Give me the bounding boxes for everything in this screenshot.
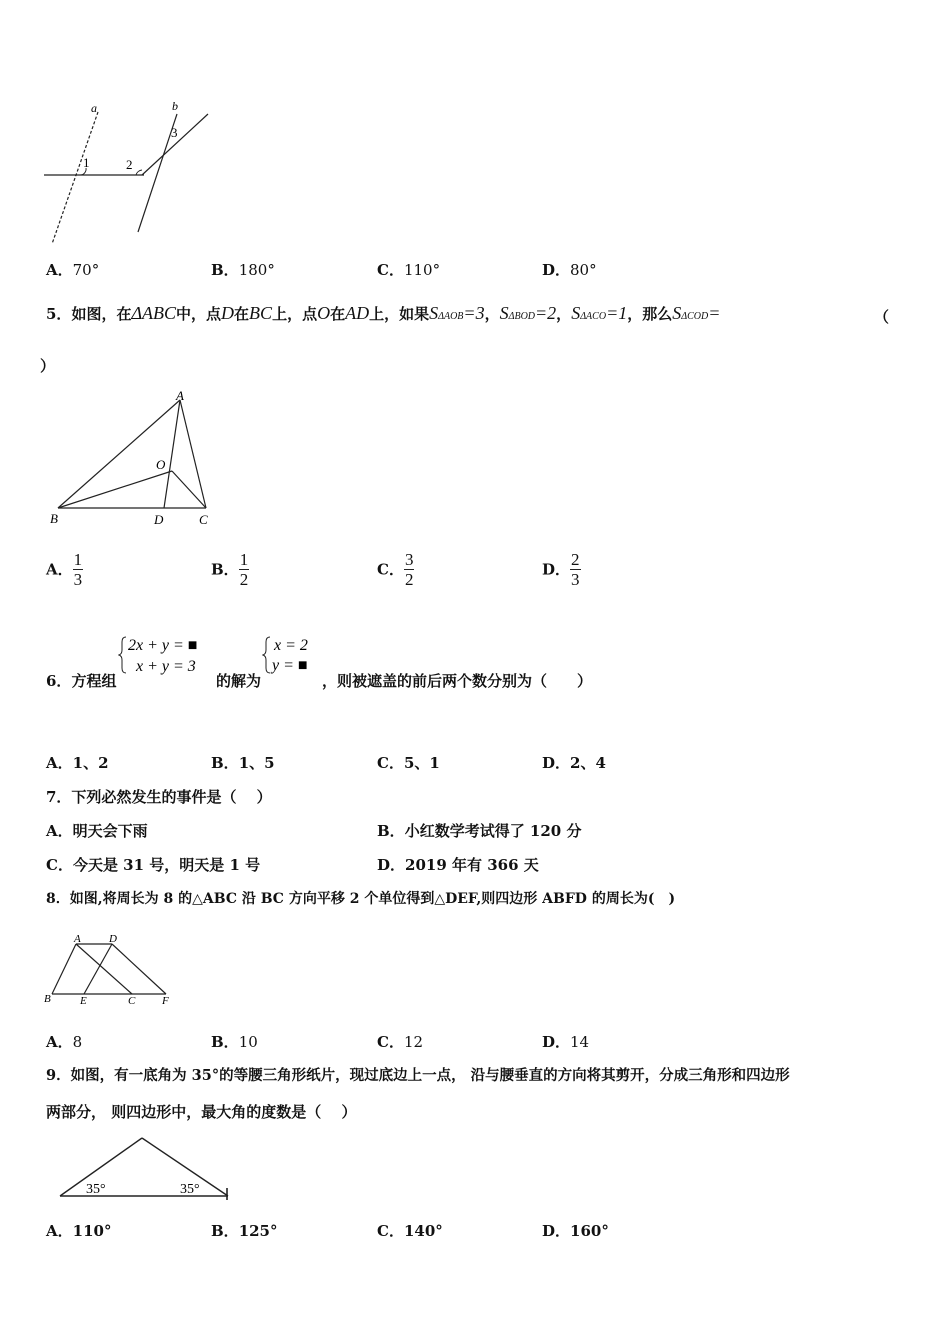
q5-option-d[interactable]: D． $\frac{2}{3}$ — [542, 550, 580, 589]
q9-stem-line2: 两部分， 则四边形中，最大角的度数是（ ） — [46, 1103, 357, 1121]
q4-label-2: 2 — [126, 157, 133, 172]
q9-option-d[interactable]: D．160° — [542, 1222, 609, 1240]
q6-system2-line2: y = ■ — [272, 657, 308, 674]
q8-label-d: D — [109, 933, 117, 945]
q6-text-solution: 的解为 — [216, 672, 262, 690]
q8-figure — [40, 930, 180, 1008]
q4-figure — [40, 98, 220, 250]
q7-option-a[interactable]: A．明天会下雨 — [46, 822, 148, 840]
q5-label-d: D — [154, 512, 164, 527]
q5-stem: 5．如图，在ΔABC中，点D在BC上，点O在AD上，如果SΔAOB=3，SΔBOD=2，SΔACO=1，那么SΔCOD= — [46, 303, 721, 323]
q6-solution-system — [262, 634, 324, 676]
q6-system1-brace — [119, 637, 126, 673]
q7-option-b[interactable]: B．小红数学考试得了 120 分 — [377, 822, 582, 840]
q5-segment-oc — [172, 471, 206, 508]
q8-option-b[interactable]: B．10 — [211, 1033, 258, 1051]
q6-option-d[interactable]: D．2、4 — [542, 754, 606, 772]
q9-label-left-angle: 35° — [86, 1182, 106, 1197]
q9-stem-line1: 9．如图，有一底角为 35°的等腰三角形纸片，现过底边上一点， 沿与腰垂直的方向将其剪开，分成三角形和四边形 — [46, 1067, 790, 1084]
q6-system1-line2: x + y = 3 — [136, 658, 196, 675]
q5-paren-open: （ — [874, 308, 890, 326]
q8-option-a[interactable]: A．8 — [46, 1033, 83, 1051]
q8-option-c[interactable]: C．12 — [377, 1033, 424, 1051]
q5-segment-bo — [58, 471, 172, 508]
q9-option-b[interactable]: B．125° — [211, 1222, 278, 1240]
q6-option-a[interactable]: A．1、2 — [46, 754, 109, 772]
q8-side-df — [112, 944, 166, 994]
q6-system-equations — [118, 634, 218, 676]
q8-label-c: C — [128, 995, 136, 1007]
q4-line-a — [52, 112, 98, 244]
q5-side-ab — [58, 400, 180, 508]
q4-label-3: 3 — [171, 125, 178, 140]
q8-label-a: A — [74, 933, 81, 945]
q4-label-a: a — [91, 101, 97, 115]
q4-option-a[interactable]: A．70° — [46, 261, 100, 279]
q8-side-ac — [76, 944, 132, 994]
q5-label-o: O — [156, 457, 166, 472]
q8-label-e: E — [80, 995, 87, 1007]
q4-label-1: 1 — [83, 155, 90, 170]
q5-option-c[interactable]: C． $\frac{3}{2}$ — [377, 550, 414, 589]
q9-option-c[interactable]: C．140° — [377, 1222, 443, 1240]
q5-segment-ad — [164, 400, 180, 508]
q5-paren-close: ） — [40, 357, 56, 375]
q8-side-ab — [52, 944, 76, 994]
q9-option-a[interactable]: A．110° — [46, 1222, 112, 1240]
q8-option-d[interactable]: D．14 — [542, 1033, 590, 1051]
q6-system1-line1: 2x + y = ■ — [128, 637, 198, 654]
q4-option-c[interactable]: C．110° — [377, 261, 441, 279]
q4-transversal — [142, 114, 208, 175]
q5-option-a[interactable]: A． $\frac{1}{3}$ — [46, 550, 83, 589]
q6-number: 6．方程组 — [46, 672, 117, 690]
q5-label-b: B — [50, 511, 58, 526]
q8-side-de — [84, 944, 112, 994]
q6-option-c[interactable]: C．5、1 — [377, 754, 440, 772]
q9-figure — [52, 1130, 242, 1206]
q4-option-b[interactable]: B．180° — [211, 261, 275, 279]
q5-side-ac — [180, 400, 206, 508]
q8-label-b: B — [44, 993, 51, 1005]
q6-option-b[interactable]: B．1、5 — [211, 754, 275, 772]
q8-stem: 8．如图,将周长为 8 的△ABC 沿 BC 方向平移 2 个单位得到△DEF,则四边形 ABFD 的周长为( ) — [46, 891, 676, 907]
q4-label-b: b — [172, 99, 178, 113]
q7-stem: 7．下列必然发生的事件是（ ） — [46, 788, 272, 806]
q5-label-a: A — [176, 388, 184, 403]
q5-label-c: C — [199, 512, 208, 527]
q4-angle2-arc — [136, 170, 142, 175]
q7-option-d[interactable]: D．2019 年有 366 天 — [377, 856, 539, 874]
q6-text-rest: ，则被遮盖的前后两个数分别为（ ） — [322, 672, 593, 690]
q5-figure — [40, 388, 230, 530]
q4-option-d[interactable]: D．80° — [542, 261, 597, 279]
q6-system2-line1: x = 2 — [274, 637, 308, 654]
q8-label-f: F — [162, 995, 169, 1007]
q6-system2-brace — [263, 637, 270, 673]
q5-option-b[interactable]: B． $\frac{1}{2}$ — [211, 550, 249, 589]
q7-option-c[interactable]: C．今天是 31 号，明天是 1 号 — [46, 856, 261, 874]
q9-label-right-angle: 35° — [180, 1182, 200, 1197]
